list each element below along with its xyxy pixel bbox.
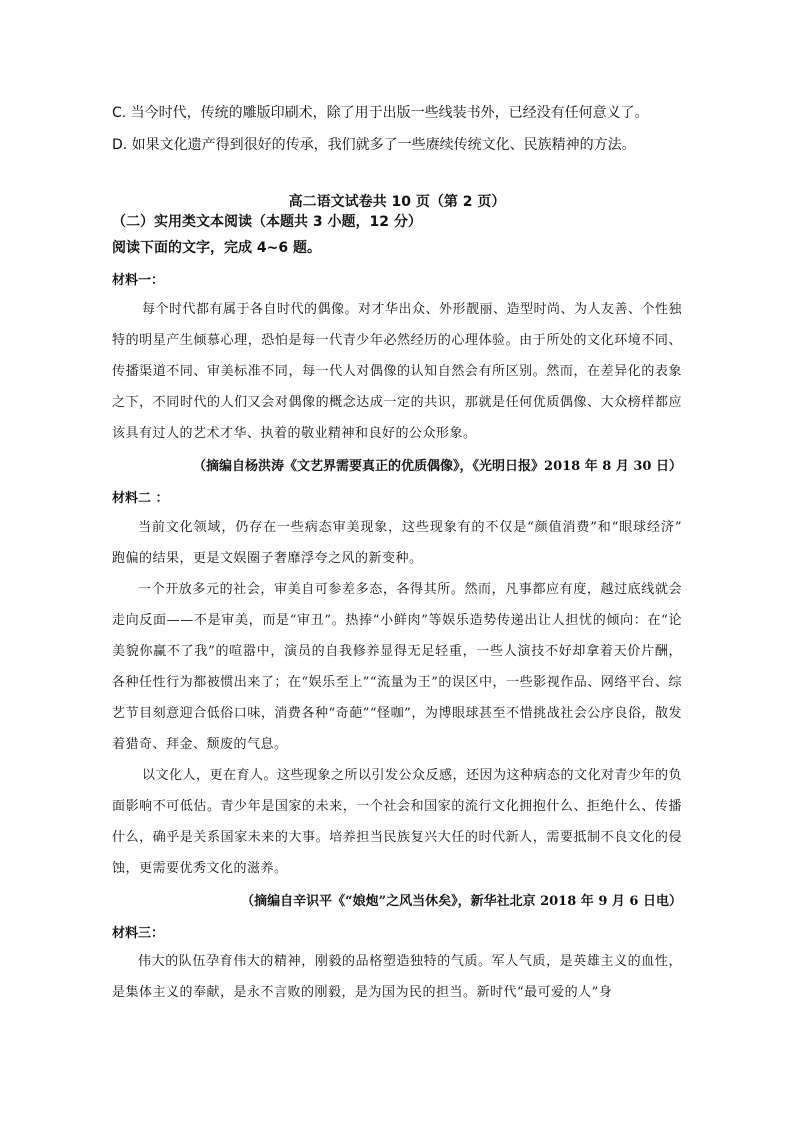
material-2-label: 材料二 ： [112, 491, 169, 506]
material-1-citation: （摘编自杨洪涛《文艺界需要真正的优质偶像》，《光明日报》2018 年 8 月 30 日） [193, 459, 682, 474]
section-instruction: 阅读下面的文字，完成 4~6 题。 [112, 240, 321, 256]
material-2-citation: （摘编自辛识平《“娘炮”之风当休矣》，新华社北京 2018 年 9 月 6 日电） [241, 894, 682, 909]
material-1-label: 材料一： [112, 273, 165, 288]
material-1-paragraph: 每个时代都有属于各自时代的偶像。对才华出众、外形靓丽、造型时尚、为人友善、个性独特的明星产生倾慕心理，恐怕是每一代青少年必然经历的心理体验。由于所处的文化环境不同、传播渠道不同、审美标准不同，每一代人对偶像的认知自然会有所区别。然而，在差异化的表象之下，不同时代的人们又会对偶像的概念达成一定的共识，那就是任何优质偶像、大众榜样都应该具有过人的艺术才华、执着的敬业精神和良好的公众形象。 [112, 302, 683, 441]
option-d: D. 如果文化遗产得到很好的传承，我们就多了一些赓续传统文化、民族精神的方法。 [112, 137, 636, 153]
material-3-label: 材料三： [112, 926, 165, 941]
section-title: （二）实用类文本阅读（本题共 3 小题，12 分） [112, 214, 422, 230]
option-c: C. 当今时代，传统的雕版印刷术，除了用于出版一些线装书外，已经没有任何意义了。 [112, 105, 649, 121]
material-2-paragraph-3: 以文化人，更在育人。这些现象之所以引发公众反感，还因为这种病态的文化对青少年的负面影响不可低估。青少年是国家的未来，一个社会和国家的流行文化拥抱什么、拒绝什么、传播什么，确乎是关系国家未来的大事。培养担当民族复兴大任的时代新人，需要抵制不良文化的侵蚀，更需要优秀文化的滋养。 [112, 768, 683, 876]
page-footer: 高二语文试卷共 10 页（第 2 页） [288, 194, 506, 210]
material-2-paragraph-1: 当前文化领域，仍存在一些病态审美现象，这些现象有的不仅是“颜值消费”和“眼球经济” 跑偏的结果，更是文娱圈子奢靡浮夸之风的新变种。 [112, 520, 682, 566]
material-3-paragraph: 伟大的队伍孕育伟大的精神，刚毅的品格塑造独特的气质。军人气质，是英雄主义的血性，是集体主义的奉献，是永不言败的刚毅，是为国为民的担当。新时代“最可爱的人”身 [112, 954, 682, 1000]
material-2-paragraph-2: 一个开放多元的社会，审美自可参差多态，各得其所。然而，凡事都应有度，越过底线就会走向反面——不是审美，而是“审丑”。热捧“小鲜肉”等娱乐造势传递出让人担忧的倾向：在“论美貌你赢不了我”的喧嚣中，演员的自我修养显得无足轻重，一些人演技不好却拿着天价片酬，各种任性行为都被惯出来了；在“娱乐至上”“流量为王”的误区中，一些影视作品、网络平台、综艺节目刻意迎合低俗口味，消费各种“奇葩”“怪咖”，为博眼球甚至不惜挑战社会公序良俗，散发着猎奇、拜金、颓废的气息。 [112, 582, 682, 752]
